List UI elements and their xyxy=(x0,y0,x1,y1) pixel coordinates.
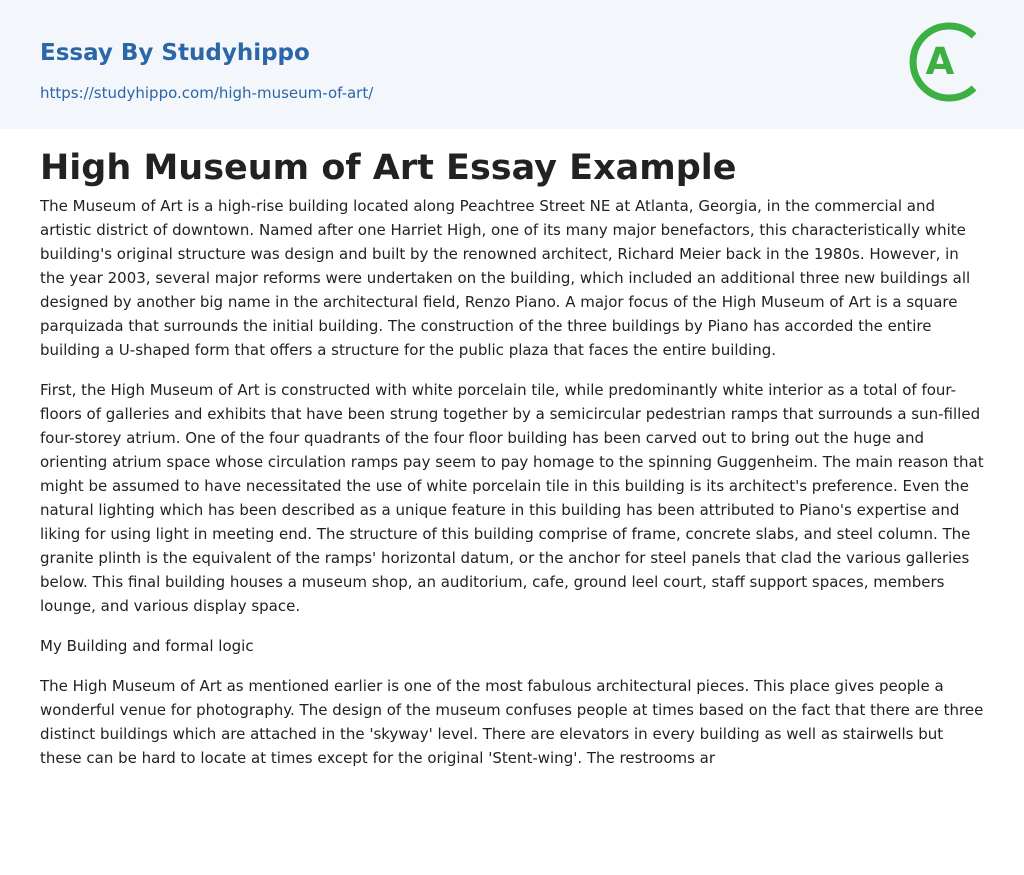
section-heading-building-logic: My Building and formal logic xyxy=(40,637,254,655)
paragraph-intro: The Museum of Art is a high-rise building located along Peachtree Street NE at Atlanta, Georgia, in the commercial and artistic district of downtown. Named after one Harriet High, one of its many major benefactors, this characteristically white building's original structure was design and built by the renowned architect, Richard Meier back in the 1980s. However, in the year 2003, several major reforms were undertaken on the building, which included an additional three new buildings all designed by another big name in the architectural field, Renzo Piano. A major focus of the High Museum of Art is a square parquizada that surrounds the initial building. The construction of the three buildings by Piano has accorded the entire building a U-shaped form that offers a structure for the public plaza that faces the entire building. xyxy=(40,197,971,359)
page-title: High Museum of Art Essay Example xyxy=(40,148,737,188)
site-header xyxy=(0,0,1024,129)
studyhippo-logo-icon[interactable] xyxy=(908,18,988,106)
paragraph-construction: First, the High Museum of Art is constructed with white porcelain tile, while predominantly white interior as a total of four-floors of galleries and exhibits that have been strung together by a semicircular pedestrian ramps that surrounds a sun-filled four-storey atrium. One of the four quadrants of the four floor building has been carved out to bring out the huge and orienting atrium space whose circulation ramps pay seem to pay homage to the spinning Guggenheim. The main reason that might be assumed to have necessitated the use of white porcelain tile in this building is its architect's preference. Even the natural lighting which has been described as a unique feature in this building has been attributed to Piano's expertise and liking for using light in meeting end. The structure of this building comprise of frame, concrete slabs, and steel column. The granite plinth is the equivalent of the ramps' horizontal datum, or the anchor for steel panels that clad the various galleries below. This final building houses a museum shop, an auditorium, cafe, ground leel court, staff support spaces, members lounge, and various display space. xyxy=(40,381,984,615)
paragraph-building-logic: The High Museum of Art as mentioned earlier is one of the most fabulous architectural pieces. This place gives people a wonderful venue for photography. The design of the museum confuses people at times based on the fact that there are three distinct buildings which are attached in the 'skyway' level. There are elevators in every building as well as stairwells but these can be hard to locate at times except for the original 'Stent-wing'. The restrooms ar xyxy=(40,677,984,767)
page-url-link[interactable]: https://studyhippo.com/high-museum-of-art/ xyxy=(40,84,374,102)
brand-title[interactable]: Essay By Studyhippo xyxy=(40,40,310,66)
logo-letter: A xyxy=(925,40,955,83)
article-content xyxy=(40,140,984,786)
